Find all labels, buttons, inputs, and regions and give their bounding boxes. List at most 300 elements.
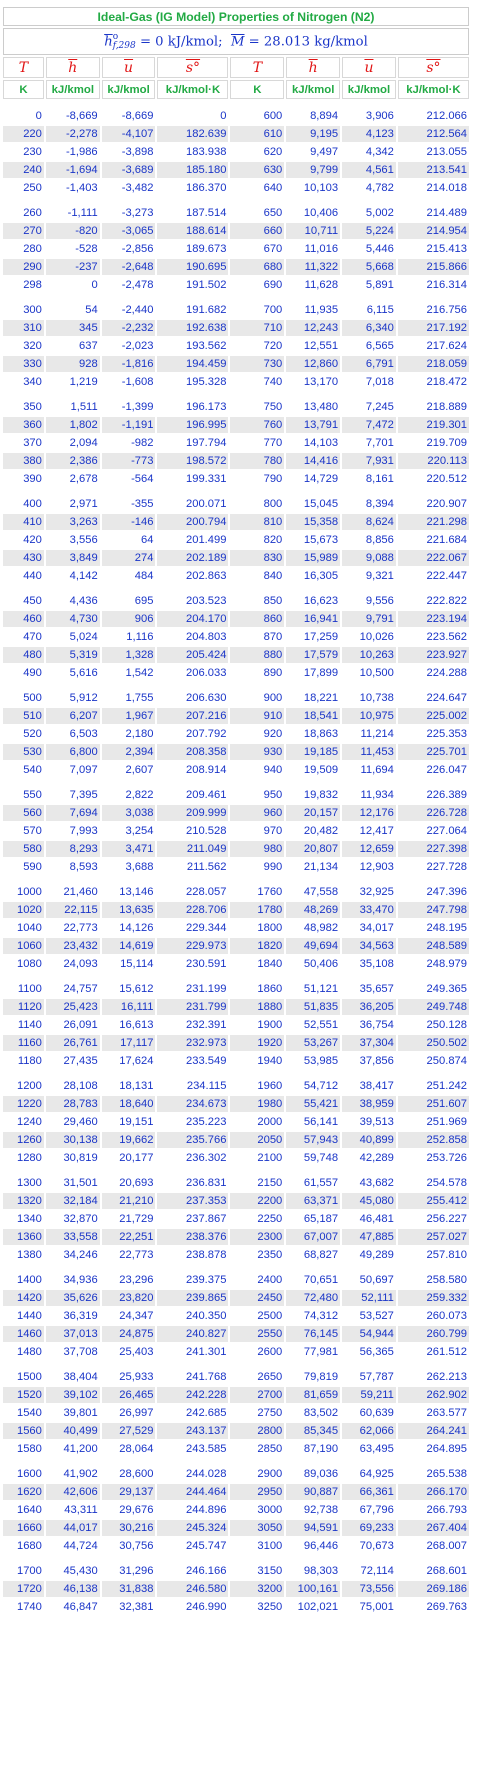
cell-entropy-right: 220.907 — [398, 496, 469, 512]
cell-enthalpy-right: 92,738 — [286, 1502, 340, 1518]
cell-enthalpy-left: -2,278 — [46, 126, 100, 142]
cell-enthalpy-right: 48,982 — [286, 920, 340, 936]
cell-temperature-right: 3250 — [230, 1599, 284, 1615]
cell-enthalpy-right: 13,480 — [286, 399, 340, 415]
table-row — [3, 1502, 469, 1518]
cell-enthalpy-right: 87,190 — [286, 1441, 340, 1457]
cell-entropy-right: 216.756 — [398, 302, 469, 318]
cell-temperature-left: 1660 — [3, 1520, 44, 1536]
cell-temperature-left: 1060 — [3, 938, 44, 954]
cell-temperature-right: 2950 — [230, 1484, 284, 1500]
cell-entropy-right: 214.954 — [398, 223, 469, 239]
cell-temperature-right: 2100 — [230, 1150, 284, 1166]
cell-entropy-left: 237.353 — [157, 1193, 228, 1209]
table-row — [3, 1405, 469, 1421]
cell-temperature-right: 2400 — [230, 1272, 284, 1288]
cell-enthalpy-right: 18,863 — [286, 726, 340, 742]
cell-internal-energy-left: 17,117 — [102, 1035, 156, 1051]
cell-internal-energy-left: 1,755 — [102, 690, 156, 706]
table-row — [3, 496, 469, 512]
cell-enthalpy-left: 3,263 — [46, 514, 100, 530]
table-row — [3, 787, 469, 803]
cell-entropy-right: 257.810 — [398, 1247, 469, 1263]
table-title: Ideal-Gas (IG Model) Properties of Nitrogen (N2) — [3, 7, 469, 26]
cell-enthalpy-right: 20,807 — [286, 841, 340, 857]
cell-temperature-left: 1340 — [3, 1211, 44, 1227]
cell-enthalpy-right: 67,007 — [286, 1229, 340, 1245]
symbol-header-entropy-left — [157, 57, 228, 78]
cell-temperature-right: 2800 — [230, 1423, 284, 1439]
cell-entropy-right: 260.073 — [398, 1308, 469, 1324]
cell-internal-energy-left: -4,107 — [102, 126, 156, 142]
symbol-header-temperature-right — [230, 57, 284, 78]
cell-internal-energy-right: 4,561 — [342, 162, 396, 178]
cell-enthalpy-right: 54,712 — [286, 1078, 340, 1094]
table-row — [3, 417, 469, 433]
table-row — [3, 665, 469, 681]
cell-enthalpy-right: 90,887 — [286, 1484, 340, 1500]
cell-entropy-right: 250.874 — [398, 1053, 469, 1069]
cell-entropy-left: 191.502 — [157, 277, 228, 293]
cell-internal-energy-left: 29,137 — [102, 1484, 156, 1500]
cell-internal-energy-left: -8,669 — [102, 108, 156, 124]
table-row — [3, 302, 469, 318]
unit-header-row — [3, 80, 469, 99]
cell-enthalpy-left: 2,971 — [46, 496, 100, 512]
cell-internal-energy-right: 35,657 — [342, 981, 396, 997]
cell-entropy-right: 214.018 — [398, 180, 469, 196]
cell-enthalpy-right: 57,943 — [286, 1132, 340, 1148]
cell-internal-energy-left: 29,676 — [102, 1502, 156, 1518]
cell-temperature-left: 490 — [3, 665, 44, 681]
cell-internal-energy-right: 36,205 — [342, 999, 396, 1015]
cell-enthalpy-left: -237 — [46, 259, 100, 275]
table-row — [3, 259, 469, 275]
group-separator — [3, 1071, 469, 1076]
cell-internal-energy-right: 33,470 — [342, 902, 396, 918]
cell-temperature-right: 780 — [230, 453, 284, 469]
cell-temperature-right: 670 — [230, 241, 284, 257]
enthalpy-of-formation-superscript: o — [112, 31, 119, 42]
cell-entropy-left: 237.867 — [157, 1211, 228, 1227]
cell-temperature-left: 1500 — [3, 1369, 44, 1385]
cell-temperature-left: 1180 — [3, 1053, 44, 1069]
cell-entropy-left: 245.324 — [157, 1520, 228, 1536]
cell-internal-energy-left: 22,251 — [102, 1229, 156, 1245]
cell-entropy-right: 248.589 — [398, 938, 469, 954]
cell-temperature-left: 1100 — [3, 981, 44, 997]
cell-internal-energy-right: 35,108 — [342, 956, 396, 972]
cell-enthalpy-left: 38,404 — [46, 1369, 100, 1385]
cell-enthalpy-left: 44,724 — [46, 1538, 100, 1554]
cell-enthalpy-left: 637 — [46, 338, 100, 354]
cell-internal-energy-right: 54,944 — [342, 1326, 396, 1342]
cell-temperature-right: 950 — [230, 787, 284, 803]
cell-temperature-left: 430 — [3, 550, 44, 566]
cell-entropy-left: 240.827 — [157, 1326, 228, 1342]
table-row — [3, 1247, 469, 1263]
cell-internal-energy-left: 30,756 — [102, 1538, 156, 1554]
cell-internal-energy-left: -1,399 — [102, 399, 156, 415]
enthalpy-of-formation-symbol: $\overline{h}$ — [104, 34, 113, 49]
cell-enthalpy-right: 55,421 — [286, 1096, 340, 1112]
cell-entropy-right: 212.066 — [398, 108, 469, 124]
cell-temperature-left: 1220 — [3, 1096, 44, 1112]
cell-internal-energy-right: 4,123 — [342, 126, 396, 142]
cell-entropy-left: 199.331 — [157, 471, 228, 487]
cell-internal-energy-right: 7,931 — [342, 453, 396, 469]
group-separator-cell — [3, 1459, 469, 1464]
cell-internal-energy-right: 3,906 — [342, 108, 396, 124]
cell-enthalpy-right: 10,103 — [286, 180, 340, 196]
cell-internal-energy-right: 66,361 — [342, 1484, 396, 1500]
cell-entropy-right: 265.538 — [398, 1466, 469, 1482]
cell-temperature-left: 280 — [3, 241, 44, 257]
table-row — [3, 1369, 469, 1385]
table-row — [3, 1423, 469, 1439]
table-row — [3, 568, 469, 584]
cell-enthalpy-right: 53,985 — [286, 1053, 340, 1069]
cell-enthalpy-right: 51,121 — [286, 981, 340, 997]
cell-enthalpy-right: 72,480 — [286, 1290, 340, 1306]
cell-internal-energy-right: 57,787 — [342, 1369, 396, 1385]
cell-enthalpy-left: 6,207 — [46, 708, 100, 724]
cell-internal-energy-left: 2,822 — [102, 787, 156, 803]
table-row — [3, 338, 469, 354]
table-row — [3, 1078, 469, 1094]
table-row — [3, 744, 469, 760]
cell-internal-energy-right: 12,903 — [342, 859, 396, 875]
unit-header-internal-energy-left: kJ/kmol — [102, 80, 156, 99]
table-row — [3, 805, 469, 821]
cell-temperature-right: 760 — [230, 417, 284, 433]
cell-entropy-right: 218.472 — [398, 374, 469, 390]
cell-entropy-left: 186.370 — [157, 180, 228, 196]
cell-entropy-left: 246.166 — [157, 1563, 228, 1579]
cell-enthalpy-left: 46,138 — [46, 1581, 100, 1597]
group-separator-cell — [3, 974, 469, 979]
cell-temperature-right: 880 — [230, 647, 284, 663]
cell-entropy-right: 226.728 — [398, 805, 469, 821]
cell-enthalpy-left: 41,200 — [46, 1441, 100, 1457]
cell-internal-energy-right: 11,453 — [342, 744, 396, 760]
cell-enthalpy-left: 46,847 — [46, 1599, 100, 1615]
cell-entropy-left: 196.173 — [157, 399, 228, 415]
group-separator-cell — [3, 101, 469, 106]
table-row — [3, 1563, 469, 1579]
cell-entropy-right: 223.562 — [398, 629, 469, 645]
cell-entropy-left: 236.302 — [157, 1150, 228, 1166]
cell-temperature-left: 440 — [3, 568, 44, 584]
cell-enthalpy-right: 9,799 — [286, 162, 340, 178]
cell-enthalpy-left: 22,773 — [46, 920, 100, 936]
cell-temperature-right: 1960 — [230, 1078, 284, 1094]
cell-internal-energy-right: 8,161 — [342, 471, 396, 487]
cell-temperature-left: 1460 — [3, 1326, 44, 1342]
cell-enthalpy-right: 11,935 — [286, 302, 340, 318]
table-row — [3, 320, 469, 336]
cell-entropy-right: 268.601 — [398, 1563, 469, 1579]
cell-entropy-right: 222.822 — [398, 593, 469, 609]
cell-internal-energy-right: 63,495 — [342, 1441, 396, 1457]
cell-enthalpy-left: 26,761 — [46, 1035, 100, 1051]
cell-enthalpy-left: 29,460 — [46, 1114, 100, 1130]
cell-temperature-right: 720 — [230, 338, 284, 354]
cell-enthalpy-right: 48,269 — [286, 902, 340, 918]
cell-internal-energy-right: 6,115 — [342, 302, 396, 318]
cell-internal-energy-right: 43,682 — [342, 1175, 396, 1191]
cell-enthalpy-right: 102,021 — [286, 1599, 340, 1615]
cell-entropy-right: 248.195 — [398, 920, 469, 936]
cell-temperature-right: 2550 — [230, 1326, 284, 1342]
cell-internal-energy-right: 47,885 — [342, 1229, 396, 1245]
table-row — [3, 1096, 469, 1112]
table-row — [3, 435, 469, 451]
cell-temperature-left: 470 — [3, 629, 44, 645]
cell-entropy-right: 225.353 — [398, 726, 469, 742]
cell-enthalpy-left: 44,017 — [46, 1520, 100, 1536]
cell-enthalpy-left: 31,501 — [46, 1175, 100, 1191]
cell-internal-energy-right: 34,017 — [342, 920, 396, 936]
table-row — [3, 532, 469, 548]
unit-header-entropy-right: kJ/kmol·K — [398, 80, 469, 99]
cell-temperature-left: 298 — [3, 277, 44, 293]
symbol-header-internal-energy-right — [342, 57, 396, 78]
table-row — [3, 690, 469, 706]
cell-enthalpy-left: 7,097 — [46, 762, 100, 778]
enthalpy-of-formation-value: = 0 kJ/kmol; — [135, 34, 231, 49]
cell-enthalpy-right: 96,446 — [286, 1538, 340, 1554]
cell-temperature-right: 2350 — [230, 1247, 284, 1263]
cell-entropy-left: 235.223 — [157, 1114, 228, 1130]
cell-enthalpy-left: -1,403 — [46, 180, 100, 196]
table-row — [3, 823, 469, 839]
symbol-glyph: T — [18, 59, 29, 76]
table-row — [3, 399, 469, 415]
cell-internal-energy-left: 3,254 — [102, 823, 156, 839]
cell-entropy-right: 215.413 — [398, 241, 469, 257]
cell-internal-energy-left: -564 — [102, 471, 156, 487]
cell-temperature-left: 1700 — [3, 1563, 44, 1579]
table-row — [3, 144, 469, 160]
cell-entropy-left: 228.057 — [157, 884, 228, 900]
cell-temperature-right: 650 — [230, 205, 284, 221]
cell-temperature-right: 1920 — [230, 1035, 284, 1051]
cell-entropy-left: 196.995 — [157, 417, 228, 433]
cell-entropy-left: 195.328 — [157, 374, 228, 390]
cell-entropy-right: 269.763 — [398, 1599, 469, 1615]
nitrogen-property-table — [1, 5, 471, 1617]
cell-enthalpy-right: 11,016 — [286, 241, 340, 257]
cell-enthalpy-left: 1,802 — [46, 417, 100, 433]
cell-entropy-right: 220.113 — [398, 453, 469, 469]
cell-temperature-right: 2600 — [230, 1344, 284, 1360]
cell-enthalpy-left: 43,311 — [46, 1502, 100, 1518]
cell-temperature-left: 550 — [3, 787, 44, 803]
group-separator-cell — [3, 683, 469, 688]
cell-internal-energy-right: 7,245 — [342, 399, 396, 415]
cell-entropy-left: 244.028 — [157, 1466, 228, 1482]
cell-temperature-right: 2050 — [230, 1132, 284, 1148]
cell-internal-energy-right: 11,694 — [342, 762, 396, 778]
cell-internal-energy-right: 10,263 — [342, 647, 396, 663]
cell-temperature-right: 1980 — [230, 1096, 284, 1112]
cell-enthalpy-right: 12,243 — [286, 320, 340, 336]
cell-enthalpy-right: 17,579 — [286, 647, 340, 663]
cell-enthalpy-right: 94,591 — [286, 1520, 340, 1536]
cell-enthalpy-left: -528 — [46, 241, 100, 257]
group-separator-cell — [3, 392, 469, 397]
cell-internal-energy-right: 34,563 — [342, 938, 396, 954]
cell-temperature-left: 460 — [3, 611, 44, 627]
cell-enthalpy-right: 14,103 — [286, 435, 340, 451]
cell-internal-energy-left: 20,693 — [102, 1175, 156, 1191]
cell-enthalpy-left: 5,616 — [46, 665, 100, 681]
cell-entropy-right: 252.858 — [398, 1132, 469, 1148]
cell-temperature-left: 220 — [3, 126, 44, 142]
group-separator-cell — [3, 780, 469, 785]
cell-enthalpy-right: 19,509 — [286, 762, 340, 778]
cell-internal-energy-left: 27,529 — [102, 1423, 156, 1439]
cell-internal-energy-left: -2,023 — [102, 338, 156, 354]
cell-internal-energy-left: 2,607 — [102, 762, 156, 778]
cell-internal-energy-right: 42,289 — [342, 1150, 396, 1166]
cell-entropy-left: 190.695 — [157, 259, 228, 275]
cell-enthalpy-left: 28,108 — [46, 1078, 100, 1094]
cell-entropy-right: 221.298 — [398, 514, 469, 530]
symbol-glyph: $\overline{u}$ — [124, 59, 134, 76]
cell-temperature-left: 520 — [3, 726, 44, 742]
cell-enthalpy-right: 19,832 — [286, 787, 340, 803]
cell-internal-energy-right: 40,899 — [342, 1132, 396, 1148]
cell-enthalpy-right: 15,673 — [286, 532, 340, 548]
cell-enthalpy-left: 1,511 — [46, 399, 100, 415]
cell-internal-energy-left: -146 — [102, 514, 156, 530]
cell-temperature-left: 320 — [3, 338, 44, 354]
cell-temperature-left: 290 — [3, 259, 44, 275]
cell-internal-energy-left: -2,232 — [102, 320, 156, 336]
cell-entropy-right: 260.799 — [398, 1326, 469, 1342]
cell-entropy-left: 188.614 — [157, 223, 228, 239]
cell-temperature-left: 1540 — [3, 1405, 44, 1421]
cell-internal-energy-right: 6,565 — [342, 338, 396, 354]
cell-internal-energy-right: 10,738 — [342, 690, 396, 706]
cell-internal-energy-left: 18,640 — [102, 1096, 156, 1112]
cell-temperature-left: 590 — [3, 859, 44, 875]
cell-enthalpy-right: 16,941 — [286, 611, 340, 627]
table-row — [3, 277, 469, 293]
table-row — [3, 1017, 469, 1033]
cell-enthalpy-right: 52,551 — [286, 1017, 340, 1033]
cell-enthalpy-left: 4,730 — [46, 611, 100, 627]
cell-temperature-right: 620 — [230, 144, 284, 160]
cell-temperature-right: 2900 — [230, 1466, 284, 1482]
cell-enthalpy-left: 6,503 — [46, 726, 100, 742]
table-row — [3, 1308, 469, 1324]
cell-internal-energy-left: 1,542 — [102, 665, 156, 681]
cell-entropy-right: 222.067 — [398, 550, 469, 566]
cell-temperature-right: 700 — [230, 302, 284, 318]
cell-temperature-left: 540 — [3, 762, 44, 778]
cell-internal-energy-right: 10,026 — [342, 629, 396, 645]
cell-temperature-left: 1640 — [3, 1502, 44, 1518]
group-separator-cell — [3, 586, 469, 591]
cell-entropy-right: 247.798 — [398, 902, 469, 918]
cell-entropy-left: 236.831 — [157, 1175, 228, 1191]
table-row — [3, 1150, 469, 1166]
cell-entropy-left: 211.049 — [157, 841, 228, 857]
cell-entropy-right: 250.128 — [398, 1017, 469, 1033]
cell-enthalpy-left: -1,694 — [46, 162, 100, 178]
cell-enthalpy-left: 54 — [46, 302, 100, 318]
cell-temperature-right: 1840 — [230, 956, 284, 972]
cell-enthalpy-left: 4,142 — [46, 568, 100, 584]
cell-entropy-right: 225.701 — [398, 744, 469, 760]
cell-temperature-right: 710 — [230, 320, 284, 336]
group-separator — [3, 780, 469, 785]
cell-enthalpy-left: 8,593 — [46, 859, 100, 875]
cell-internal-energy-left: -2,440 — [102, 302, 156, 318]
cell-temperature-right: 2300 — [230, 1229, 284, 1245]
cell-enthalpy-right: 98,303 — [286, 1563, 340, 1579]
cell-enthalpy-left: 1,219 — [46, 374, 100, 390]
cell-enthalpy-left: 2,386 — [46, 453, 100, 469]
cell-enthalpy-right: 15,045 — [286, 496, 340, 512]
cell-entropy-right: 227.398 — [398, 841, 469, 857]
cell-internal-energy-right: 9,556 — [342, 593, 396, 609]
cell-entropy-left: 208.914 — [157, 762, 228, 778]
cell-enthalpy-left: 34,936 — [46, 1272, 100, 1288]
cell-enthalpy-right: 20,157 — [286, 805, 340, 821]
cell-entropy-right: 264.241 — [398, 1423, 469, 1439]
cell-enthalpy-right: 14,416 — [286, 453, 340, 469]
cell-temperature-left: 580 — [3, 841, 44, 857]
symbol-header-entropy-right — [398, 57, 469, 78]
cell-enthalpy-right: 65,187 — [286, 1211, 340, 1227]
group-separator-cell — [3, 1362, 469, 1367]
cell-entropy-right: 212.564 — [398, 126, 469, 142]
cell-internal-energy-right: 50,697 — [342, 1272, 396, 1288]
cell-enthalpy-left: 6,800 — [46, 744, 100, 760]
cell-internal-energy-right: 10,975 — [342, 708, 396, 724]
table-row — [3, 241, 469, 257]
cell-internal-energy-right: 75,001 — [342, 1599, 396, 1615]
cell-internal-energy-left: 23,296 — [102, 1272, 156, 1288]
table-row — [3, 1599, 469, 1615]
unit-header-internal-energy-right: kJ/kmol — [342, 80, 396, 99]
cell-temperature-right: 660 — [230, 223, 284, 239]
table-row — [3, 1520, 469, 1536]
table-row — [3, 1229, 469, 1245]
cell-entropy-left: 187.514 — [157, 205, 228, 221]
cell-entropy-right: 251.969 — [398, 1114, 469, 1130]
cell-enthalpy-left: 28,783 — [46, 1096, 100, 1112]
cell-entropy-right: 251.242 — [398, 1078, 469, 1094]
cell-internal-energy-left: 64 — [102, 532, 156, 548]
enthalpy-of-formation-subscript: f,298 — [112, 40, 136, 51]
table-subtitle — [3, 28, 469, 55]
table-row — [3, 1466, 469, 1482]
cell-temperature-right: 3150 — [230, 1563, 284, 1579]
cell-entropy-left: 211.562 — [157, 859, 228, 875]
cell-entropy-left: 209.999 — [157, 805, 228, 821]
cell-entropy-right: 215.866 — [398, 259, 469, 275]
cell-enthalpy-left: 24,093 — [46, 956, 100, 972]
cell-enthalpy-right: 19,185 — [286, 744, 340, 760]
cell-temperature-left: 340 — [3, 374, 44, 390]
cell-temperature-left: 0 — [3, 108, 44, 124]
cell-enthalpy-right: 47,558 — [286, 884, 340, 900]
